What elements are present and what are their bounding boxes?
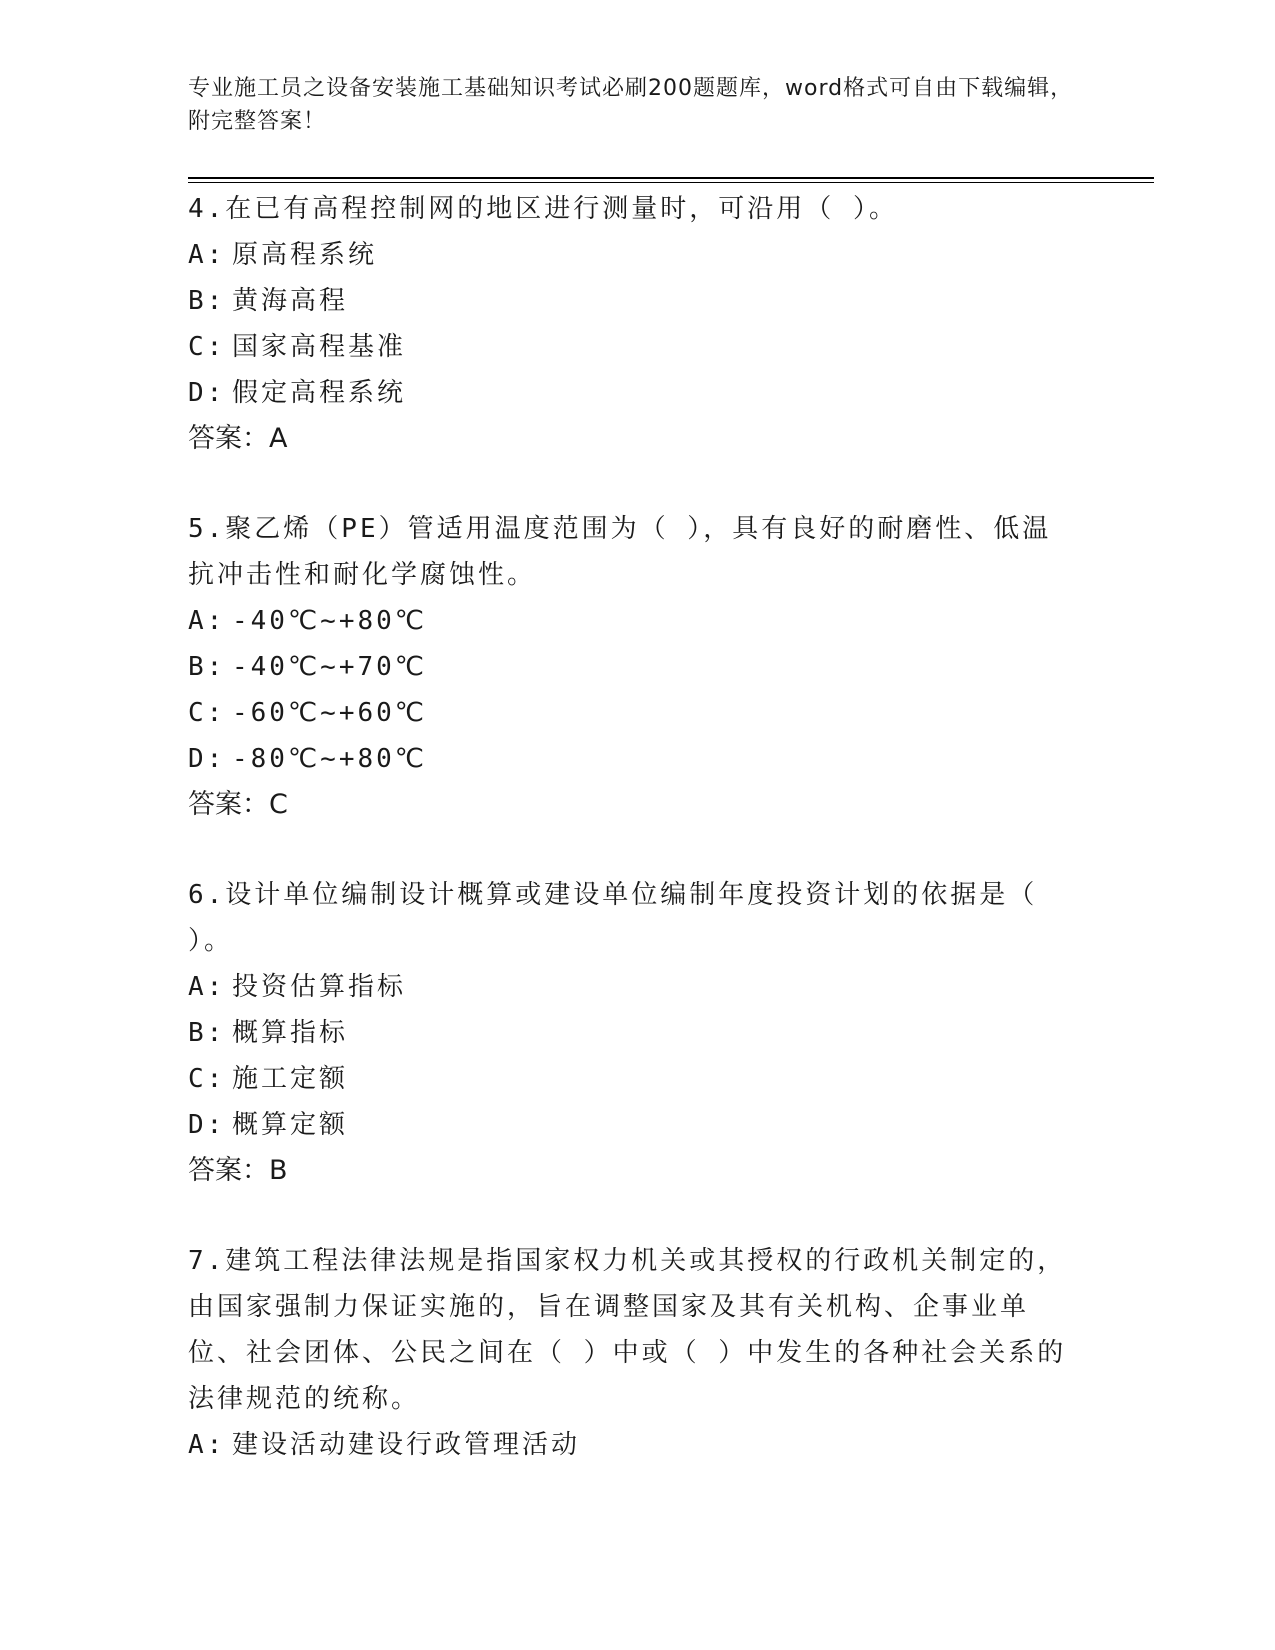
option-key: A: [188,972,226,1002]
option-key: B: [188,286,226,316]
option-c [188,690,1078,736]
question-5 [188,506,1078,828]
option-key: D: [188,378,226,408]
option-text: -40℃~+70℃ [232,652,427,682]
question-7 [188,1238,1078,1468]
option-key: B: [188,652,226,682]
header-divider-thin [188,182,1154,183]
option-key: D: [188,1110,226,1140]
option-d [188,370,1078,416]
option-text: -40℃~+80℃ [232,606,427,636]
option-text: 施工定额 [232,1064,349,1094]
question-list [188,186,1078,1512]
option-text: 假定高程系统 [232,378,407,408]
option-text: -80℃~+80℃ [232,744,427,774]
option-text: 概算指标 [232,1018,349,1048]
header-divider [188,177,1154,179]
option-text: 黄海高程 [232,286,349,316]
option-key: A: [188,240,226,270]
question-4 [188,186,1078,462]
option-text: 概算定额 [232,1110,349,1140]
option-a [188,232,1078,278]
answer: 答案：A [188,423,288,454]
option-key: A: [188,1430,226,1460]
option-a [188,1422,1078,1468]
question-stem: 7.建筑工程法律法规是指国家权力机关或其授权的行政机关制定的，由国家强制力保证实施的，旨在调整国家及其有关机构、企事业单位、社会团体、公民之间在（ ）中或（ ）中发生的各种社会关系的法律规范的统称。 [188,1246,1067,1414]
option-text: 国家高程基准 [232,332,407,362]
option-b [188,1010,1078,1056]
question-6 [188,872,1078,1194]
option-text: 投资估算指标 [232,972,407,1002]
option-text: -60℃~+60℃ [232,698,427,728]
option-d [188,736,1078,782]
option-a [188,964,1078,1010]
option-key: C: [188,698,226,728]
option-d [188,1102,1078,1148]
question-stem: 5.聚乙烯（PE）管适用温度范围为（ ），具有良好的耐磨性、低温抗冲击性和耐化学腐蚀性。 [188,514,1052,590]
answer: 答案：B [188,1155,288,1186]
option-c [188,324,1078,370]
option-text: 原高程系统 [232,240,378,270]
option-b [188,644,1078,690]
document-title: 专业施工员之设备安装施工基础知识考试必刷200题题库，word格式可自由下载编辑，附完整答案！ [188,76,1074,134]
option-key: C: [188,1064,226,1094]
option-a [188,598,1078,644]
option-text: 建设活动建设行政管理活动 [232,1430,581,1460]
option-key: D: [188,744,226,774]
answer: 答案：C [188,789,288,820]
option-key: B: [188,1018,226,1048]
option-key: A: [188,606,226,636]
question-stem: 4.在已有高程控制网的地区进行测量时，可沿用（ ）。 [188,194,898,224]
option-b [188,278,1078,324]
option-key: C: [188,332,226,362]
question-stem: 6.设计单位编制设计概算或建设单位编制年度投资计划的依据是（ ）。 [188,880,1038,956]
option-c [188,1056,1078,1102]
